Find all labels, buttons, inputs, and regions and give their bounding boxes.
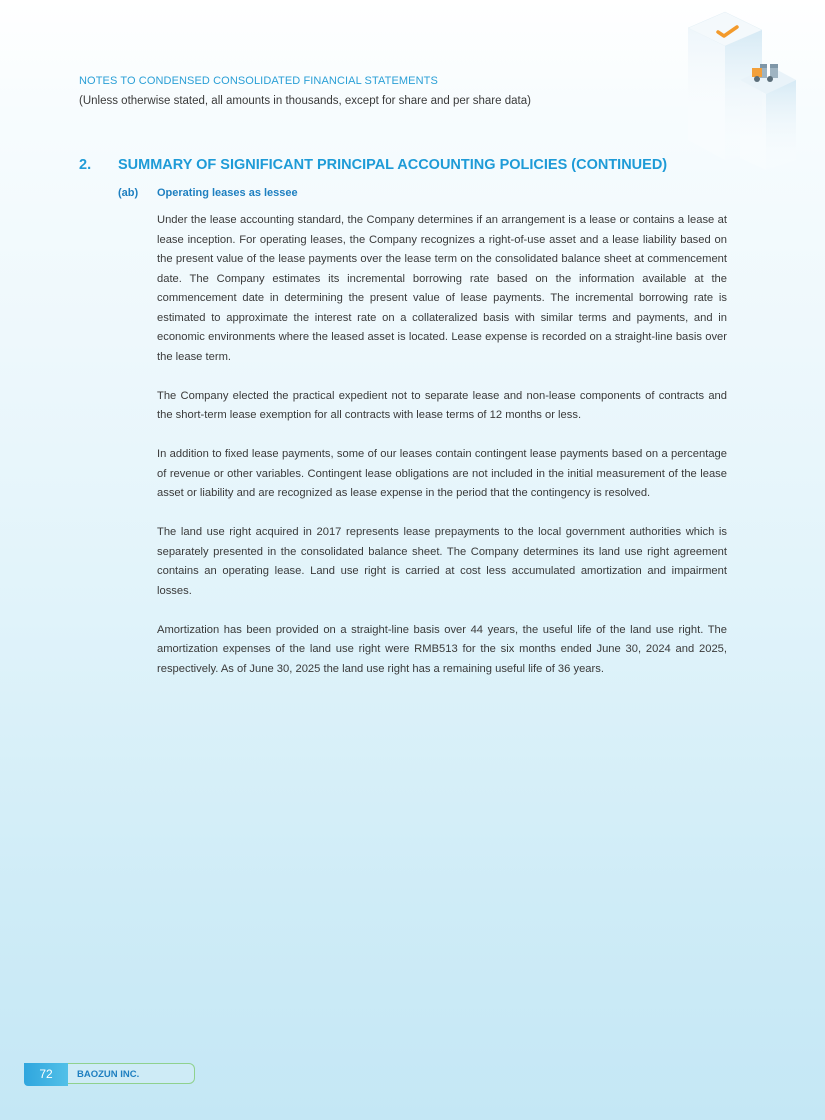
subsection-title: Operating leases as lessee (157, 187, 298, 199)
paragraph-land-use-right: The land use right acquired in 2017 represents lease prepayments to the local government authorities which is separately presented in the consolidated balance sheet. The Company determines its land use right agreement contains an operating lease. Land use right is carried at cost less accumulated amortization and impairment losses. (157, 526, 727, 597)
page-number: 72 (24, 1063, 68, 1086)
section-heading (79, 157, 759, 173)
paragraph-lease-accounting: Under the lease accounting standard, the Company determines if an arrangement is a lease or contains a lease at lease inception. For operating leases, the Company recognizes a right-of-use asset and a lease liability based on the present value of the lease payments over the lease term on the consolidated balance sheet at commencement date. The Company estimates its incremental borrowing rate based on the information available at the commencement date in determining the present value of lease payments. The incremental borrowing rate is estimated to approximate the interest rate on a collateralized basis with similar terms and payments, and in economic environments where the leased asset is located. Lease expense is recorded on a straight-line basis over the lease term. (157, 214, 727, 363)
paragraph-practical-expedient: The Company elected the practical expedient not to separate lease and non-lease components of contracts and the short-term lease exemption for all contracts with lease terms of 12 months or less. (157, 389, 727, 421)
section-number: 2. (79, 157, 92, 173)
running-header-title: NOTES TO CONDENSED CONSOLIDATED FINANCIAL STATEMENTS (79, 75, 438, 87)
page-footer (24, 1063, 197, 1086)
body-text (157, 211, 727, 699)
company-name: BAOZUN INC. (68, 1063, 195, 1084)
subsection-label: (ab) (118, 187, 139, 199)
paragraph-contingent-payments: In addition to fixed lease payments, some of our leases contain contingent lease payments based on a percentage of revenue or other variables. Contingent lease obligations are not included in the initial measurement of the lease asset or liability and are recognized as lease expense in the period that the contingency is resolved. (157, 448, 727, 499)
section-title: SUMMARY OF SIGNIFICANT PRINCIPAL ACCOUNTING POLICIES (CONTINUED) (118, 157, 668, 173)
running-header-subtitle: (Unless otherwise stated, all amounts in thousands, except for share and per share data) (79, 95, 531, 107)
paragraph-amortization: Amortization has been provided on a straight-line basis over 44 years, the useful life of the land use right. The amortization expenses of the land use right were RMB513 for the six months ended June 30, 2024 and 2025, respectively. As of June 30, 2025 the land use right has a remaining useful life of 36 years. (157, 623, 727, 675)
subsection-heading (118, 187, 298, 199)
building-cube-decoration-icon (680, 0, 825, 175)
